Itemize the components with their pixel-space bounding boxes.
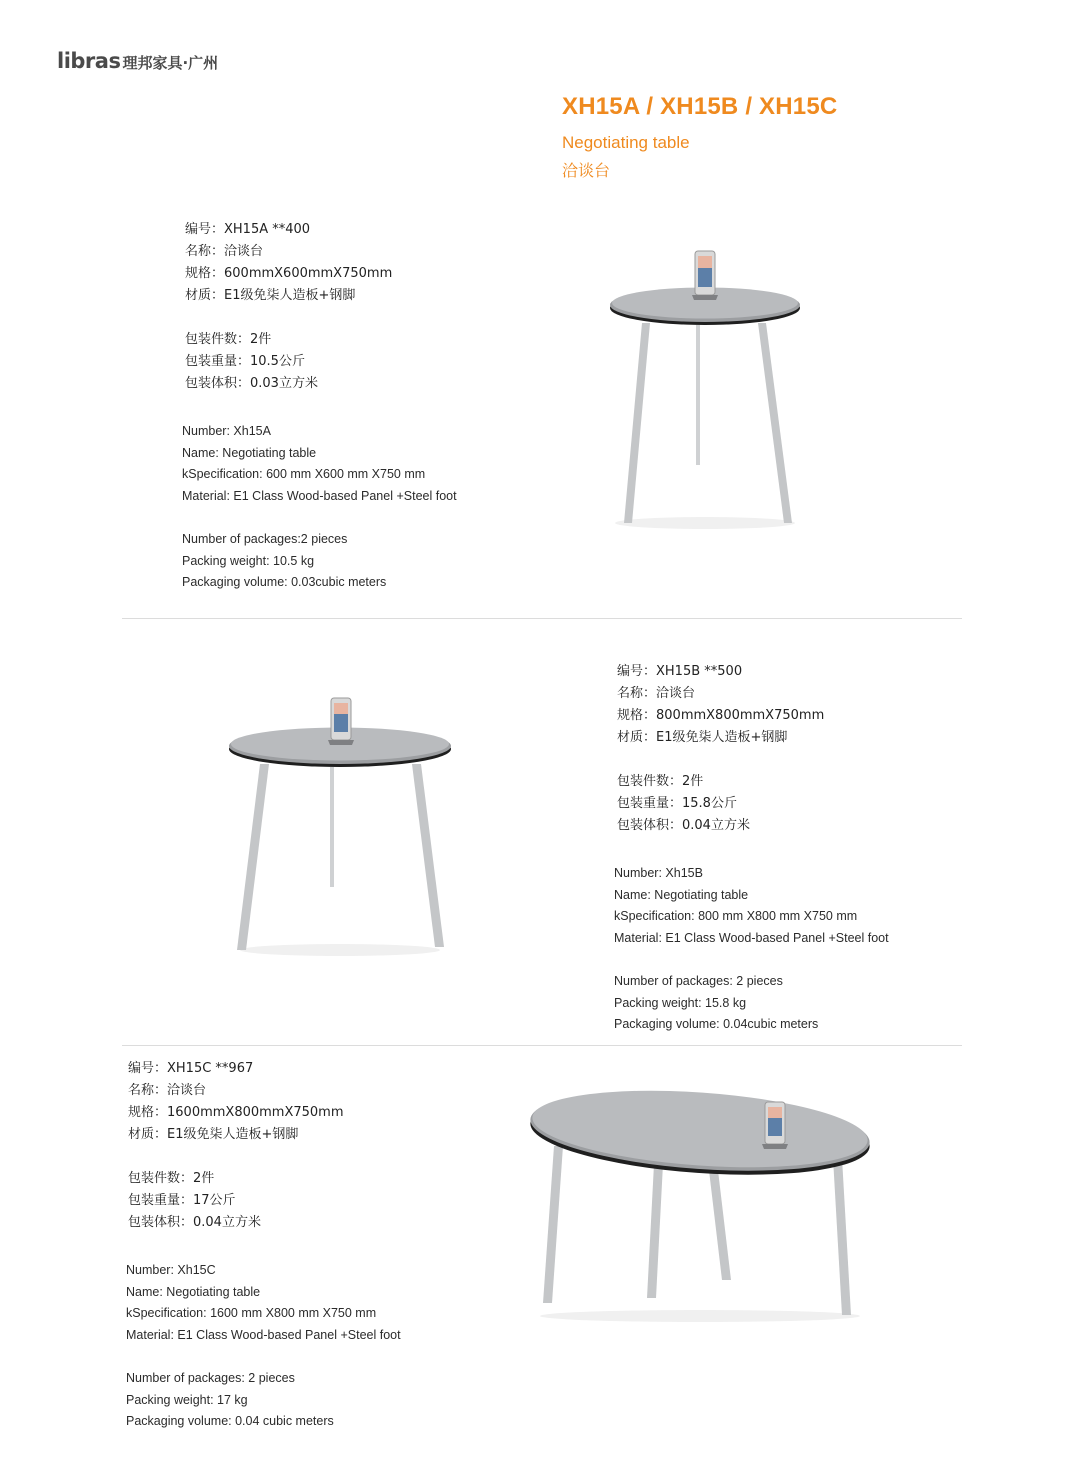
- en-spec: kSpecification: 600 mm X600 mm X750 mm: [182, 467, 426, 482]
- cn-name: 名称：洽谈台: [617, 686, 696, 701]
- en-number: Number: Xh15A: [182, 424, 271, 438]
- cn-material: 材质：E1级免柒人造板+钢脚: [128, 1127, 299, 1142]
- en-spec: kSpecification: 1600 mm X800 mm X750 mm: [126, 1306, 377, 1321]
- cn-number: 编号：XH15B **500: [617, 664, 743, 679]
- catalog-header: [562, 93, 837, 181]
- en-name: Name: Negotiating table: [182, 445, 317, 460]
- round-table-xh15b-image: [222, 692, 458, 957]
- brand-logo: [57, 49, 218, 73]
- en-packages: Number of packages: 2 pieces: [126, 1370, 295, 1385]
- cn-material: 材质：E1级免柒人造板+钢脚: [185, 288, 356, 303]
- en-packages: Number of packages:2 pieces: [182, 531, 348, 546]
- cn-volume: 包装体积：0.04立方米: [617, 818, 750, 833]
- product-spec-xh15a: [182, 219, 457, 594]
- cn-weight: 包装重量：17公斤: [128, 1193, 236, 1208]
- en-material: Material: E1 Class Wood-based Panel +Steel foot: [614, 930, 889, 945]
- cn-number: 编号：XH15A **400: [185, 222, 311, 237]
- model-numbers-title: XH15A / XH15B / XH15C: [562, 93, 838, 120]
- cn-name: 名称：洽谈台: [185, 244, 264, 259]
- en-volume: Packaging volume: 0.04 cubic meters: [126, 1414, 334, 1429]
- cn-packages: 包装件数：2件: [185, 332, 272, 347]
- cn-spec: 规格：1600mmX800mmX750mm: [128, 1105, 344, 1120]
- cn-material: 材质：E1级免柒人造板+钢脚: [617, 730, 788, 745]
- section-divider: [122, 618, 962, 619]
- en-spec: kSpecification: 800 mm X800 mm X750 mm: [614, 909, 858, 924]
- logo-chinese-name: 理邦家具·广州: [122, 54, 219, 72]
- cn-spec: 规格：800mmX800mmX750mm: [617, 708, 825, 723]
- en-weight: Packing weight: 17 kg: [126, 1392, 248, 1407]
- en-packages: Number of packages: 2 pieces: [614, 973, 783, 988]
- en-material: Material: E1 Class Wood-based Panel +Steel foot: [126, 1327, 401, 1342]
- cn-spec: 规格：600mmX600mmX750mm: [185, 266, 393, 281]
- product-spec-xh15c: [128, 1058, 401, 1433]
- cn-weight: 包装重量：10.5公斤: [185, 354, 305, 369]
- oval-table-xh15c-image: [525, 1098, 875, 1323]
- cn-volume: 包装体积：0.03立方米: [185, 376, 318, 391]
- round-table-xh15a-image: [600, 245, 810, 530]
- logo-wordmark: libras: [57, 49, 121, 73]
- en-weight: Packing weight: 10.5 kg: [182, 553, 315, 568]
- cn-weight: 包装重量：15.8公斤: [617, 796, 737, 811]
- en-weight: Packing weight: 15.8 kg: [614, 995, 747, 1010]
- subtitle-chinese: 洽谈台: [562, 161, 611, 180]
- cn-volume: 包装体积：0.04立方米: [128, 1215, 261, 1230]
- en-material: Material: E1 Class Wood-based Panel +Steel foot: [182, 488, 457, 503]
- en-volume: Packaging volume: 0.04cubic meters: [614, 1017, 819, 1032]
- en-name: Name: Negotiating table: [614, 887, 749, 902]
- cn-number: 编号：XH15C **967: [128, 1061, 254, 1076]
- cn-name: 名称：洽谈台: [128, 1083, 207, 1098]
- en-number: Number: Xh15B: [614, 866, 703, 880]
- en-number: Number: Xh15C: [126, 1263, 216, 1277]
- en-name: Name: Negotiating table: [126, 1284, 261, 1299]
- cn-packages: 包装件数：2件: [128, 1171, 215, 1186]
- subtitle-english: Negotiating table: [562, 133, 690, 152]
- product-spec-xh15b: [614, 661, 889, 1036]
- cn-packages: 包装件数：2件: [617, 774, 704, 789]
- en-volume: Packaging volume: 0.03cubic meters: [182, 575, 387, 590]
- section-divider: [122, 1045, 962, 1046]
